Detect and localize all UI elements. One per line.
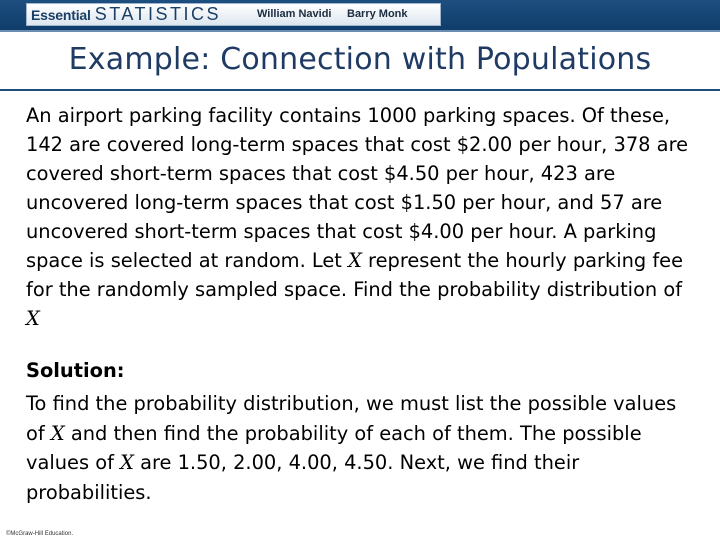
brand-essential: Essential: [31, 6, 91, 23]
copyright-footer: ©McGraw-Hill Education.: [6, 531, 74, 537]
author-name-1: William Navidi: [257, 8, 332, 20]
banner-divider: [0, 30, 720, 32]
brand-statistics: STATISTICS: [94, 4, 222, 24]
author-name-2: Barry Monk: [347, 8, 408, 20]
title-rule: [0, 89, 720, 91]
variable-x-2: X: [120, 451, 134, 474]
solution-text: [26, 389, 694, 507]
book-title-box: [26, 3, 441, 26]
slide-title: Example: Connection with Populations: [68, 42, 652, 77]
problem-paragraph: [26, 101, 694, 333]
variable-x-end: X: [26, 307, 40, 330]
problem-text-b: represent the hourly parking fee for the randomly sampled space. Find the probability distribution of: [26, 249, 684, 301]
solution-text-c: are 1.50, 2.00, 4.00, 4.50. Next, we find their probabilities.: [26, 451, 580, 504]
variable-x: X: [348, 249, 362, 272]
solution-paragraph: [26, 389, 694, 507]
problem-text: [26, 101, 694, 330]
variable-x-1: X: [50, 421, 65, 445]
solution-heading: Solution:: [26, 359, 125, 382]
solution-text-b: and then find the probability of each of them. The possible values of: [26, 421, 642, 474]
header-banner: [0, 0, 720, 30]
solution-text-a: To find the probability distribution, we must list the possible values of: [26, 392, 677, 445]
problem-text-a: An airport parking facility contains 1000 parking spaces. Of these, 142 are covered long-term spaces that cost $2.00 per hour, 378 are covered short-term spaces that cost $4.50 per hour, 423 are uncovered long-term spaces that cost $1.50 per hour, and 57 are uncovered short-term spaces that cost $4.00 per hour. A parking space is selected at random. Let: [26, 104, 689, 272]
